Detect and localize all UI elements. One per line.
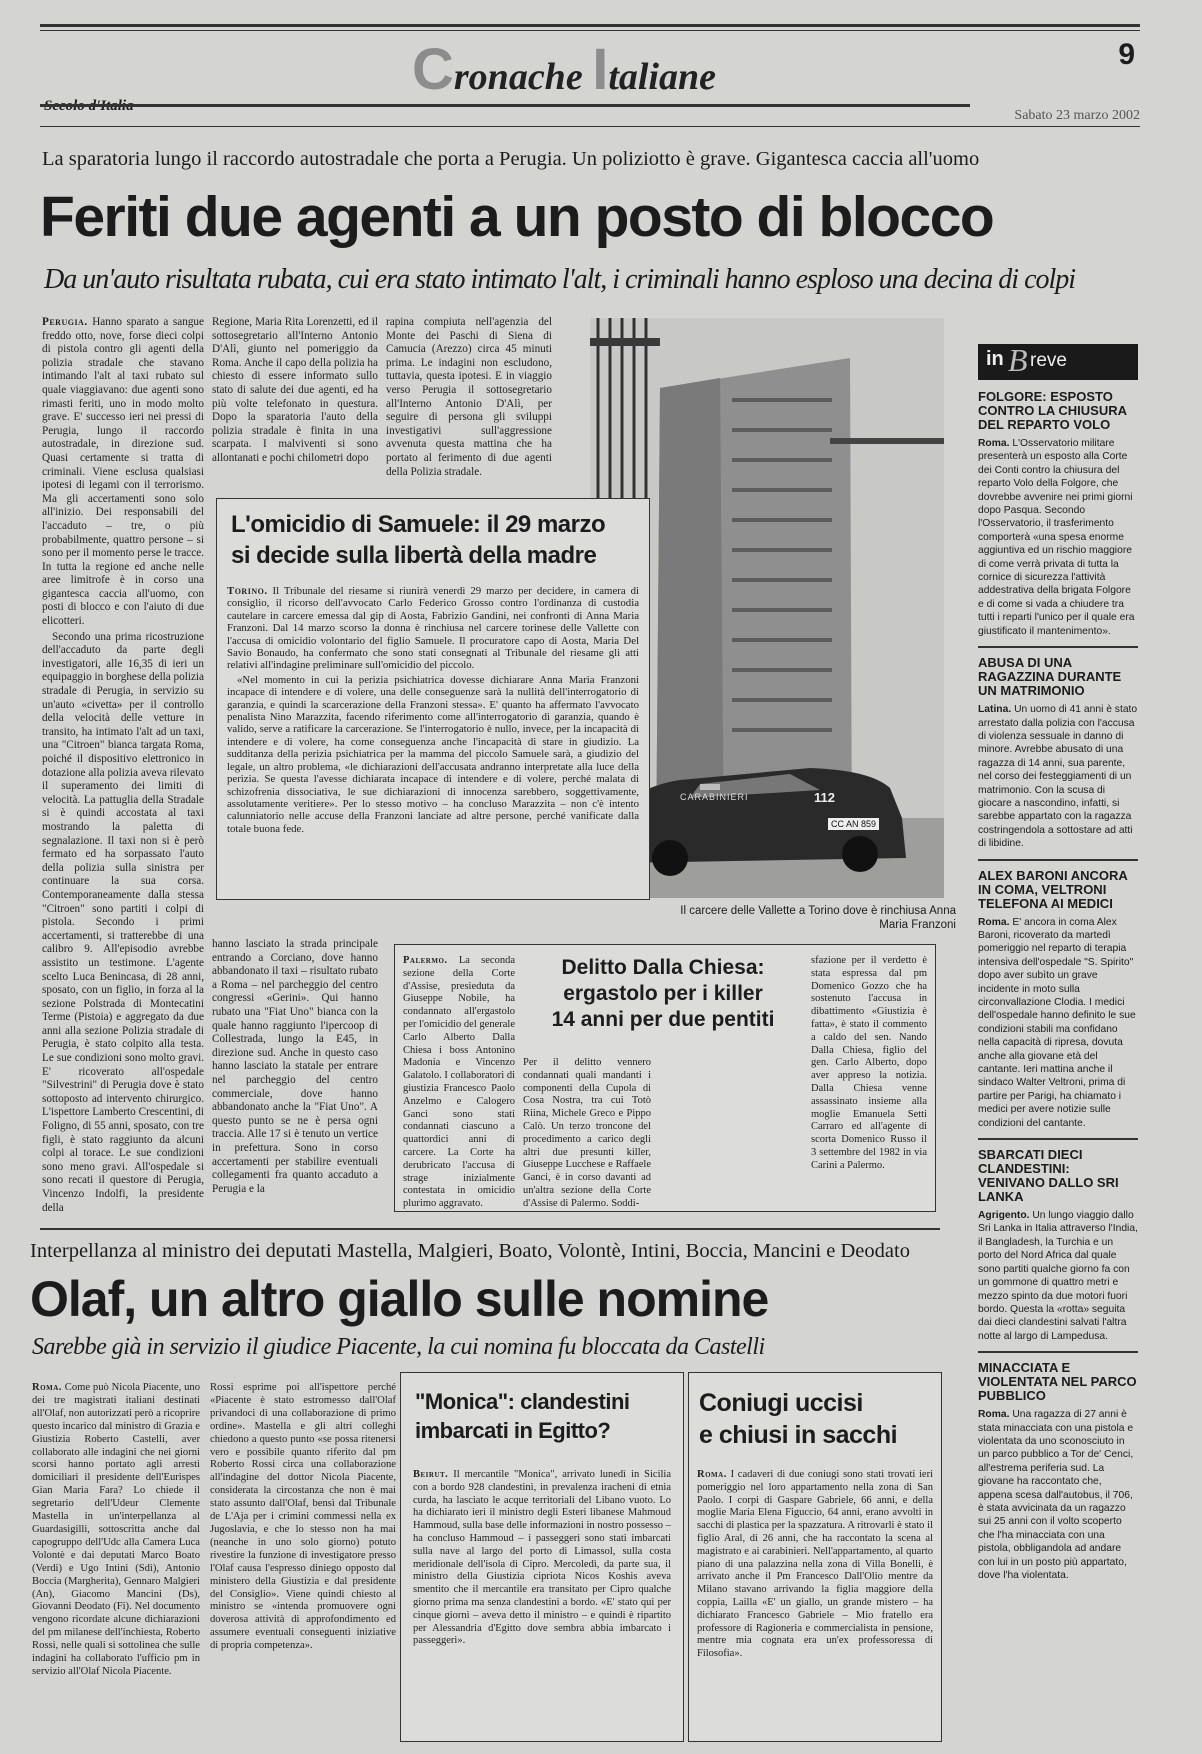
- coniugi-headline-1: Coniugi uccisi: [699, 1389, 863, 1417]
- coniugi-body: I cadaveri di due coniugi sono stati trovati ieri pomeriggio nel loro appartamento nella zona di San Paolo. I corpi di Gaspare Gabriele, 66 anni, e della moglie Maria Elena Figuccio, 64 anni, erano avvolti in sacchi di plastica per la spazzatura. A ritrovarli è stato il figlio Aral, di 26 anni, che ha raccontato la scena al magistrato e ai carabinieri. Nell'appartamento, al quarto piano di una palazzina nella zona di Villa Bonelli, è arrivato anche il Pm Francesco Dall'Olio mentre da Milano stavano arrivando la figlia maggiore della coppia, Lailla «E' un giallo, un grande mistero – ha dichiarato Francesco Gabriele – Mio fratello era professore di Ragioneria e commercialista in pensione, mentre mia cognata era un'ex professoressa di Filosofia».: [697, 1469, 934, 1660]
- brief-baroni-text: E' ancora in coma Alex Baroni, ricoverato da martedì pomeriggio nel reparto di terapia intensiva dell'ospedale "S. Spirito" dopo aver subìto un grave incidente in moto sulla circonvallazione Clodia. I medici dell'ospedale hanno definito le sue condizioni stabili ma confidano nella capacità di ripresa, dovuta anche alla giovane età del cantante. Ieri mattina anche il sindaco Walter Veltroni, prima di partire per Parigi, ha chiamato i medici per avere notizie sulle condizioni del cantante.: [978, 916, 1136, 1129]
- dallachiesa-col2-text: Per il delitto vennero condannati quali mandanti i componenti della Cupola di Cosa Nostra, tra cui Totò Riina, Michele Greco e Pippo Calò. Un terzo troncone del procedimento a carico degli altri due presunti killer, Giuseppe Lucchese e Raffaele Ganci, è in corso davanti ad un'altra sezione della Corte d'Assise di Palermo. Soddi-: [523, 1057, 651, 1209]
- coniugi-dateline: Roma.: [697, 1469, 727, 1480]
- brief-abusa-text: Un uomo di 41 anni è stato arrestato dalla polizia con l'accusa di violenza sessuale in danno di minore. Avrebbe abusato di una ragazza di 14 anni, sua parente, nel corso dei festeggiamenti di un matrimonio. Con la scusa di giocare a nascondino, infatti, si sarebbe appartato con la ragazza costringendola a sottostare ad atti di libidine.: [978, 704, 1138, 850]
- story2-headline: Olaf, un altro giallo sulle nomine: [30, 1271, 769, 1327]
- monica-box: [400, 1372, 684, 1742]
- samuele-headline-line1: L'omicidio di Samuele: il 29 marzo: [231, 511, 606, 538]
- brief-sbarcati: [978, 1148, 1138, 1343]
- top-rule-thin: [40, 30, 1140, 31]
- dallachiesa-headline: [523, 955, 803, 1033]
- story1-subhead: Da un'auto risultata rubata, cui era stato intimato l'alt, i criminali hanno esploso una decina di colpi: [44, 264, 1076, 295]
- section-title-i: I: [592, 37, 609, 102]
- story1-col2-text: Regione, Maria Rita Lorenzetti, ed il sottosegretario all'Interno Antonio D'Alì, giunto nel pomeriggio da Roma. Anche il capo della polizia ha chiesto di essere informato sullo stato di salute dei due agenti, ed ha più volte telefonato in questura. Dopo la sparatoria l'auto della polizia stradale è finita in una scarpata. I malviventi si sono allontanati e pochi chilometri dopo: [212, 316, 378, 464]
- dallachiesa-col1-cont: [403, 1121, 515, 1205]
- story1-col3-text: rapina compiuta nell'agenzia del Monte dei Paschi di Siena di Camucia (Arezzo) circa 45 minuti prima. Le indagini non escludono, tuttavia, questa ipotesi. E in viaggio verso Perugia il sottosegretario all'Interno Antonio D'Alì, per seguire di persona gli sviluppi investigativi sull'aggressione avvenuta questa mattina che ha portato al ferimento di due agenti della Polizia stradale.: [386, 316, 552, 478]
- brief-baroni: [978, 869, 1138, 1131]
- story2-col2-text: Rossi esprime poi all'ispettore perché «Piacente è stato estromesso dall'Olaf privandoci di una collaborazione di primo ordine». Mastella e gli altri colleghi chiedono a questo punto «se possa ritenersi vero e possibile quanto riferito dal pm Roberto Rossi circa una collaborazione all'indagine del dottor Nicola Piacente, considerata la circostanza che non è mai stato assunto dall'Olaf, bensì dal Tribunale de L'Aja per i crimini commessi nella ex Jugoslavia, e che lo stesso non ha mai (neanche in uno solo giorno) potuto rivestire la funzione di investigatore presso l'Olaf causa l'espresso diniego opposto dal ministero della Giustizia e dal presidente del Consiglio». Viene quindi chiesto al ministro se «intenda promuovere ogni doverosa attività di approfondimento ed assumere eventuali conseguenti iniziative di propria competenza».: [210, 1382, 396, 1652]
- brief-baroni-title: ALEX BARONI ANCORA IN COMA, VELTRONI TELEFONA AI MEDICI: [978, 867, 1128, 911]
- story1-headline: Feriti due agenti a un posto di blocco: [40, 185, 994, 249]
- dallachiesa-box: [394, 944, 936, 1212]
- story1-col1b-text: Secondo una prima ricostruzione dell'accaduto da parte degli investigatori, alle 16,35 di ieri un equipaggio in borghese della polizia stradale di Perugia, in servizio su un'auto «civetta» per il controllo della velocità delle vetture in transito, ha intimato l'alt ad un taxi, una "Citroen" bianca targata Roma, poiché il dispositivo elettronico in dotazione alla polizia aveva rilevato il superamento dei limiti di velocità. La pattuglia della Stradale si è quindi accostata al taxi mostrando la paletta di segnalazione. Il taxi non si è però fermato ed ha sorpassato l'auto della polizia sulla sinistra per continuare la sua corsa. Contemporaneamente dalla stessa "Citroen" sono partiti i colpi di pistola. Secondo i primi accertamenti, si tratterebbe di una calibro 9. All'episodio avrebbe assistito un testimone. L'agente scelto Luca Benincasa, di 28 anni, sposato, con un figlio, in forza al la sezione Polstrada di Montecatini Terme (Pistoia) e aggregato da due anni alla sezione Polizia stradale di Perugia, è stato colpito alla testa. Le sue condizioni sono molto gravi. E' ricoverato all'ospedale "Silvestrini" di Perugia dove è stato sottoposto ad intervento chirurgico. L'ispettore Lamberto Crescentini, di Foligno, di 55 anni, sposato, con tre figli, è stato raggiunto da alcuni colpi al torace. Le sue condizioni sono meno gravi. All'ospedale si sono recati il questore di Perugia, Vincenzo Indolfi, la presidente della: [42, 630, 204, 1214]
- story1-dateline: Perugia.: [42, 316, 88, 328]
- samuele-headline-line2: si decide sulla libertà della madre: [231, 542, 597, 569]
- dallachiesa-headline-2: ergastolo per i killer: [563, 982, 763, 1005]
- samuele-box: [216, 498, 650, 900]
- brief-separator: [978, 646, 1138, 648]
- section-title: [412, 37, 772, 102]
- brief-minacciata-text: Una ragazza di 27 anni è stata minacciata con una pistola e violentata da uno sconosciuto in un parco pubblico a Tor de' Cenci, all'estrema periferia sud. La giovane ha raccontato che, appena scesa dall'autobus, il 706, è stata avvicinata da un ragazzo sui 25 anni con il volto scoperto che l'ha minacciata con una pistola, obbligandola ad andare con lui in un posto più appartato, dove l'ha violentata.: [978, 1409, 1134, 1581]
- section-title-part2: taliane: [608, 56, 716, 98]
- section-title-c: C: [412, 37, 454, 102]
- masthead-rule: [40, 104, 970, 107]
- brief-folgore-text: L'Osservatorio militare presenterà un esposto alla Corte dei Conti contro la chiusura del reparto Volo della Folgore, che dovrebbe avvenire nei primi giorni dopo Pasqua. Secondo l'Osservatorio, il trasferimento comporterà «una spesa enorme aggiuntiva ed un rischio maggiore di come verrà privata di tutta la cornice di sicurezza l'attività addestrativa della brigata Folgore e di come si vada a chiudere tra tutti i reparti l'unico per il quale era giustificato il mantenimento».: [978, 438, 1135, 637]
- inbreve-column: [978, 390, 1138, 1746]
- story2-dateline: Roma.: [32, 1382, 62, 1393]
- dallachiesa-col1-text: La seconda sezione della Corte d'Assise, presieduta da Giuseppe Nobile, ha condannato all'ergastolo per l'omicidio del generale Carlo Alberto Dalla Chiesa i boss Antonino Madonia e Vincenzo Galatolo. I collaboratori di giustizia Francesco Paolo Anzelmo e Calogero Ganci sono stati condannati ciascuno a quattordici anni di carcere. La Corte ha derubricato l'accusa di strage inizialmente contestata in omicidio plurimo aggravato.: [403, 955, 515, 1210]
- photo-caption: Il carcere delle Vallette a Torino dove è rinchiusa Anna Maria Franzoni: [680, 905, 956, 931]
- monica-headline-1: "Monica": clandestini: [415, 1389, 630, 1414]
- brief-separator: [978, 1138, 1138, 1140]
- dallachiesa-col3: [811, 955, 927, 1205]
- inbreve-title-in: in: [986, 348, 1004, 370]
- dallachiesa-col3-text: sfazione per il verdetto è stata espressa dal pm Domenico Gozzo che ha sostenuto l'accusa in dibattimento «Giustizia è fatta», è stato il commento a caldo del sen. Nando Dalla Chiesa, figlio del gen. Carlo Alberto, dopo aver appreso la notizia. Dalla Chiesa venne assassinato insieme alla moglie Emanuela Setti Carraro ed all'agente di scorta Domenico Russo il 3 settembre del 1982 in via Carini a Palermo.: [811, 955, 927, 1171]
- brief-folgore: [978, 390, 1138, 638]
- coniugi-headline-2: e chiusi in sacchi: [699, 1421, 898, 1449]
- story1-continuation: [212, 938, 378, 1222]
- story1-col1: [42, 316, 204, 1214]
- story2-col2: [210, 1382, 396, 1738]
- story2-col1: [32, 1382, 200, 1738]
- coniugi-text: [697, 1469, 933, 1737]
- samuele-headline: [231, 509, 641, 571]
- brief-minacciata-dateline: Roma.: [978, 1409, 1010, 1421]
- monica-body: Il mercantile "Monica", arrivato lunedì in Sicilia con a bordo 928 clandestini, in prevalenza iracheni di etnia curda, ha lasciato le acque territoriali del Libano vuoto. Lo ha dichiarato ieri il ministro degli Esteri libanese Mahmoud Hammoud, sulla base delle informazioni in nostro possesso – ha concluso Hammoud – i passeggeri sono stati imbarcati sulla nave al largo del porto di Limassol, sulla costa meridionale dell'isola di Cipro. Mercoledì, da parte sua, il ministro della Giustizia cipriota Nicos Koshis aveva smentito che il mercantile era transitato per Cipro qualche giorno prima ma senza clandestini a bordo. «E' stato qui per cinque giorni – aveva detto il ministro – e quindi è ripartito per Alessandria d'Egitto dove sembra abbia imbarcato i passeggeri».: [413, 1469, 672, 1647]
- inbreve-title: [978, 344, 1138, 380]
- story1-col2: [212, 316, 378, 472]
- masthead-rule-2: [40, 126, 1140, 127]
- monica-dateline: Beirut.: [413, 1469, 449, 1480]
- samuele-dateline: Torino.: [227, 585, 268, 597]
- story1-cont-text: hanno lasciato la strada principale entrando a Corciano, dove hanno abbandonato il taxi – risultato rubato a Roma – nel parcheggio del centro congressi «Gerini». Qui hanno rubato una "Fiat Uno" bianca con la quale hanno raggiunto l'ipercoop di Collestrada, lungo la E45, in direzione sud. Anche in questo caso hanno lasciato la statale per entrare nel parcheggio del centro commerciale, dove hanno abbandonato anche la "Fiat Uno". A questo punto se ne è persa ogni traccia. Alle 17 si è tenuto un vertice in prefettura. Sono in corso accertamenti per stabilire eventuali collegamenti fra quanto accaduto a Perugia e la: [212, 938, 378, 1195]
- top-rule: [40, 24, 1140, 27]
- story2-subhead: Sarebbe già in servizio il giudice Piacente, la cui nomina fu bloccata da Castelli: [32, 1334, 765, 1360]
- story2-rule: [40, 1228, 940, 1230]
- dallachiesa-headline-1: Delitto Dalla Chiesa:: [561, 956, 765, 979]
- brief-sbarcati-text: Un lungo viaggio dallo Sri Lanka in Italia attraverso l'India, il Bangladesh, la Turchia e un porto del Nord Africa dal quale sono partiti qualche giorno fa con un gommone di quattro metri e mezzo spinto da due motori fuori bordo. Questa la «rotta» seguita dai dieci clandestini salvati l'altra notte al largo di Lampedusa.: [978, 1210, 1138, 1342]
- monica-text: [413, 1469, 671, 1737]
- story1-col1-text: Hanno sparato a sangue freddo otto, nove, forse dieci colpi di pistola contro gli agenti della polizia stradale che stavano intimando l'alt al taxi rubato sul quale viaggiavano: due agenti sono rimasti feriti, uno in modo molto grave. E' successo ieri nei pressi di Perugia, lungo il raccordo autostradale, in direzione sud. Quasi certamente si tratta di criminali. Viene esclusa qualsiasi ipotesi di legami con il terrorismo. Ma gli accertamenti sono solo all'inizio. Dei responsabili del l'accaduto – tre, o più probabilmente, quattro persone – si sono per il momento perse le tracce. In tutta la regione ed anche nelle aree limitrofe è in corso una gigantesca caccia all'uomo, con posti di blocco e con l'aiuto di due elicotteri.: [42, 316, 204, 628]
- dallachiesa-col2b: [661, 1057, 803, 1207]
- story1-col3: [386, 316, 552, 478]
- samuele-p2: «Nel momento in cui la perizia psichiatrica dovesse dichiarare Anna Maria Franzoni incapace di intendere e di volere, una delle conseguenze sarà la nullità dell'interrogatorio di garanzia, e quindi la scarcerazione della Franzoni stessa». E' quanto ha affermato l'avvocato penalista Nino Marazzita, facendo riferimento come all'interrogatorio di garanzia, quando è valido, serve a ratificare la carcerazione. Se l'interrogatorio è nullo, invece, per la incapacità di intendere e di volere, ha come conseguenza anche l'incapacità di stare in giudizio. La sudditanza della perizia psichiatrica per la mamma del piccolo Samuele sarà, a giudizio del legale, un altro problema, «le dichiarazioni dell'accusata andranno interpretate alla luce della perizia. Se questa l'avesse dichiarata incapace di intendere e di volere, perché malata di schizofrenia dissociativa, le sue dichiarazioni di innocenza sarebbero, soggettivamente, assolutamente veritiere». Per lo stesso motivo – ha concluso Marazzita – non c'è intento calunniatorio nelle accuse della Franzoni lanciate ad altre persone, perché vanificate dalla totale buona fede.: [227, 673, 639, 835]
- page-number: 9: [1118, 38, 1135, 71]
- section-title-part1: ronache: [453, 56, 593, 98]
- brief-folgore-title: FOLGORE: ESPOSTO CONTRO LA CHIUSURA DEL REPARTO VOLO: [978, 389, 1127, 432]
- brief-folgore-dateline: Roma.: [978, 438, 1010, 449]
- coniugi-box: [688, 1372, 942, 1742]
- brief-separator: [978, 1351, 1138, 1353]
- brief-sbarcati-title: SBARCATI DIECI CLANDESTINI: VENIVANO DALLO SRI LANKA: [978, 1147, 1119, 1205]
- car-number: 112: [814, 790, 835, 805]
- brief-separator: [978, 859, 1138, 861]
- story1-kicker: La sparatoria lungo il raccordo autostradale che porta a Perugia. Un poliziotto è grave. Gigantesca caccia all'uomo: [42, 148, 980, 170]
- samuele-p1: Il Tribunale del riesame si riunirà venerdì 29 marzo per decidere, in camera di consiglio, il ricorso dell'avvocato Carlo Federico Grosso contro l'ordinanza di custodia cautelare in carcere emessa dal gip di Aosta, Fabrizio Gandini, nei confronti di Anna Maria Franzoni. Dal 14 marzo scorso la donna è rinchiusa nel carcere torinese delle Vallette con l'accusa di omicidio volontario del figlio Samuele. Il procuratore capo di Aosta, Maria Del Savio Bonaudo, ha confermato che sono stati consegnati al Tribunale del riesame gli atti relativi all'indagine preliminare sull'omicidio del piccolo.: [227, 585, 640, 672]
- inbreve-title-b: B: [1008, 342, 1028, 378]
- coniugi-headline: [699, 1387, 935, 1451]
- issue-date: Sabato 23 marzo 2002: [1014, 108, 1140, 123]
- dallachiesa-dateline: Palermo.: [403, 955, 448, 966]
- monica-headline-2: imbarcati in Egitto?: [415, 1418, 611, 1443]
- dallachiesa-headline-3: 14 anni per due pentiti: [551, 1008, 775, 1031]
- dallachiesa-col1: [403, 955, 515, 1210]
- brief-sbarcati-dateline: Agrigento.: [978, 1210, 1030, 1222]
- inbreve-title-rest: reve: [1030, 350, 1067, 371]
- car-plate: CC AN 859: [828, 818, 879, 830]
- monica-headline: [415, 1387, 675, 1445]
- samuele-text: [227, 585, 639, 893]
- story2-col1-text: Come può Nicola Piacente, uno dei tre magistrati italiani destinati all'Olaf, non autorizzati però a ricoprire questo incarico dal ministro di Grazia e Giustizia Roberto Castelli, aver collaborato alle indagini che nei giorni scorsi hanno portato agli arresti domiciliari il presidente dell'Eurispes Gian Maria Fara? Lo chiede il segretario dell'Udeur Clemente Mastella in un'interpellanza al Guardasigilli, sottoscritta anche dal capogruppo dell'Udc alla Camera Luca Volontè e dai deputati Marco Boato (Verdi) e Ugo Intini (Sdi), Antonio Boccia (Margherita), Gennaro Malgieri (An), Giacomo Mancini (Ds), Giovanni Deodato (Fi). Nel documento vengono ricordate alcune dichiarazioni del pm milanese dell'inchiesta, Roberto Rossi, nelle quali si sottolinea che sulle indagini ha collaborato l'ufficio pm in servizio all'Olaf Nicola Piacente.: [32, 1382, 201, 1677]
- brief-baroni-dateline: Roma.: [978, 916, 1010, 928]
- brief-abusa-dateline: Latina.: [978, 704, 1012, 716]
- brief-abusa-title: ABUSA DI UNA RAGAZZINA DURANTE UN MATRIMONIO: [978, 655, 1122, 699]
- car-label: CARABINIERI: [680, 792, 749, 802]
- brief-minacciata: [978, 1361, 1138, 1582]
- story2-kicker: Interpellanza al ministro dei deputati Mastella, Malgieri, Boato, Volontè, Intini, Boccia, Mancini e Deodato: [30, 1240, 910, 1262]
- brief-abusa: [978, 656, 1138, 850]
- dallachiesa-col2a: [523, 1057, 651, 1207]
- brief-minacciata-title: MINACCIATA E VIOLENTATA NEL PARCO PUBBLICO: [978, 1360, 1137, 1404]
